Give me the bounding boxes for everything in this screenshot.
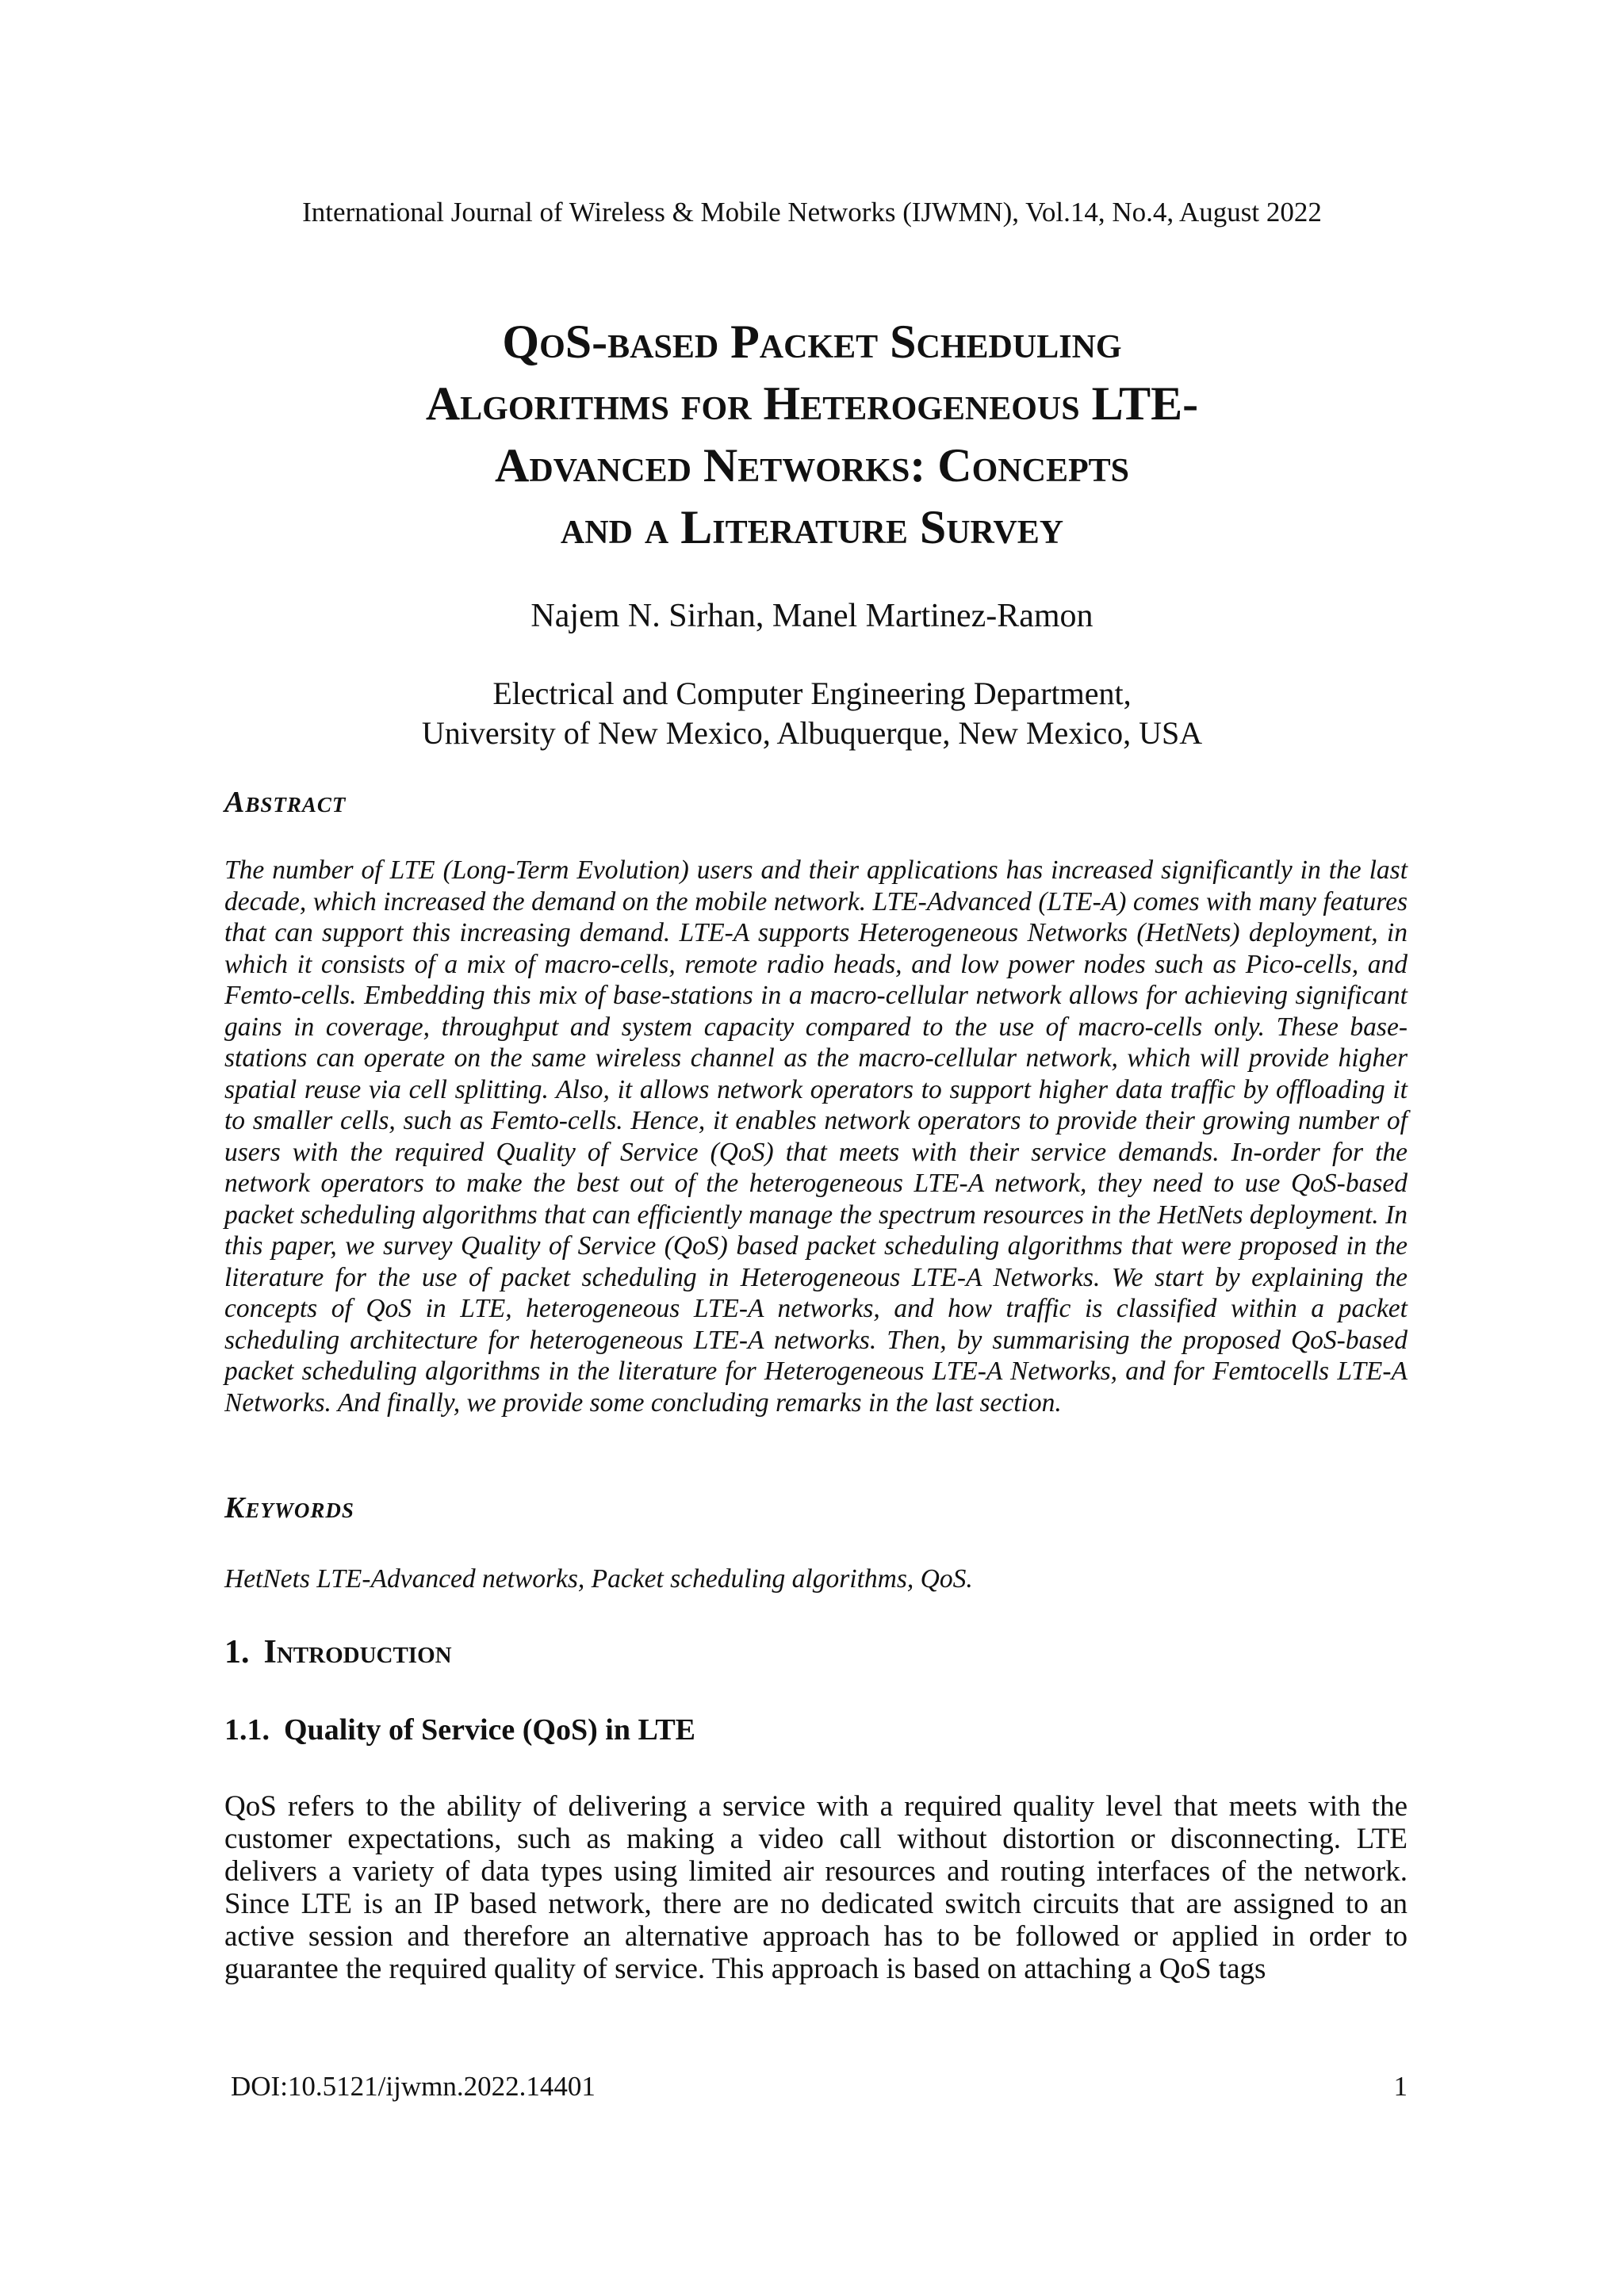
title-line: Algorithms for Heterogeneous LTE- [425, 377, 1199, 430]
section-title: Introduction [263, 1634, 452, 1670]
abstract-text: The number of LTE (Long-Term Evolution) users and their applications has increased significantly in the last decade, which increased the demand on the mobile network. LTE-Advanced (LTE-A) comes with many features that can support this increasing demand. LTE-A supports Heterogeneous Networks (HetNets) deployment, in which it consists of a mix of macro-cells, remote radio heads, and low power nodes such as Pico-cells, and Femto-cells. Embedding this mix of base-stations in a macro-cellular network allows for achieving significant gains in coverage, throughput and system capacity compared to the use of macro-cells only. These base-stations can operate on the same wireless channel as the macro-cellular network, which will provide higher spatial reuse via cell splitting. Also, it allows network operators to support higher data traffic by offloading it to smaller cells, such as Femto-cells. Hence, it enables network operators to provide their growing number of users with the required Quality of Service (QoS) that meets with their service demands. In-order for the network operators to make the best out of the heterogeneous LTE-A network, they need to use QoS-based packet scheduling algorithms that can efficiently manage the spectrum resources in the HetNets deployment. In this paper, we survey Quality of Service (QoS) based packet scheduling algorithms that were proposed in the literature for the use of packet scheduling in Heterogeneous LTE-A Networks. We start by explaining the concepts of QoS in LTE, heterogeneous LTE-A networks, and how traffic is classified within a packet scheduling architecture for heterogeneous LTE-A networks. Then, by summarising the proposed QoS-based packet scheduling algorithms in the literature for Heterogeneous LTE-A Networks, and for Femtocells LTE-A Networks. And finally, we provide some concluding remarks in the last section. [224, 855, 1408, 1418]
subsection-number: 1.1. [224, 1713, 270, 1747]
affiliation-line: University of New Mexico, Albuquerque, New Mexico, USA [421, 715, 1203, 751]
doi-text: DOI:10.5121/ijwmn.2022.14401 [231, 2071, 596, 2102]
title-line: and a Literature Survey [560, 501, 1064, 553]
abstract-heading: Abstract [224, 786, 347, 819]
affiliation [0, 674, 1624, 753]
title-line: Advanced Networks: Concepts [495, 439, 1129, 492]
affiliation-line: Electrical and Computer Engineering Department, [492, 675, 1132, 711]
page-number: 1 [1393, 2071, 1408, 2102]
title-line: QoS-based Packet Scheduling [502, 316, 1122, 368]
keywords-text: HetNets LTE-Advanced networks, Packet scheduling algorithms, QoS. [224, 1564, 973, 1594]
paper-title [238, 311, 1386, 558]
subsection-title: Quality of Service (QoS) in LTE [284, 1713, 696, 1747]
running-header: International Journal of Wireless & Mobile Networks (IJWMN), Vol.14, No.4, August 2022 [302, 197, 1322, 228]
section-heading [224, 1633, 452, 1671]
body-paragraph: QoS refers to the ability of delivering a service with a required quality level that meets with the customer expectations, such as making a video call without distortion or disconnecting. LTE delivers a variety of data types using limited air resources and routing interfaces of the network. Since LTE is an IP based network, there are no dedicated switch circuits that are assigned to an active session and therefore an alternative approach has to be followed or applied in order to guarantee the required quality of service. This approach is based on attaching a QoS tags [224, 1790, 1408, 1985]
authors: Najem N. Sirhan, Manel Martinez-Ramon [530, 598, 1094, 634]
section-number: 1. [224, 1634, 250, 1670]
subsection-heading [224, 1712, 695, 1747]
keywords-heading: Keywords [224, 1491, 354, 1525]
